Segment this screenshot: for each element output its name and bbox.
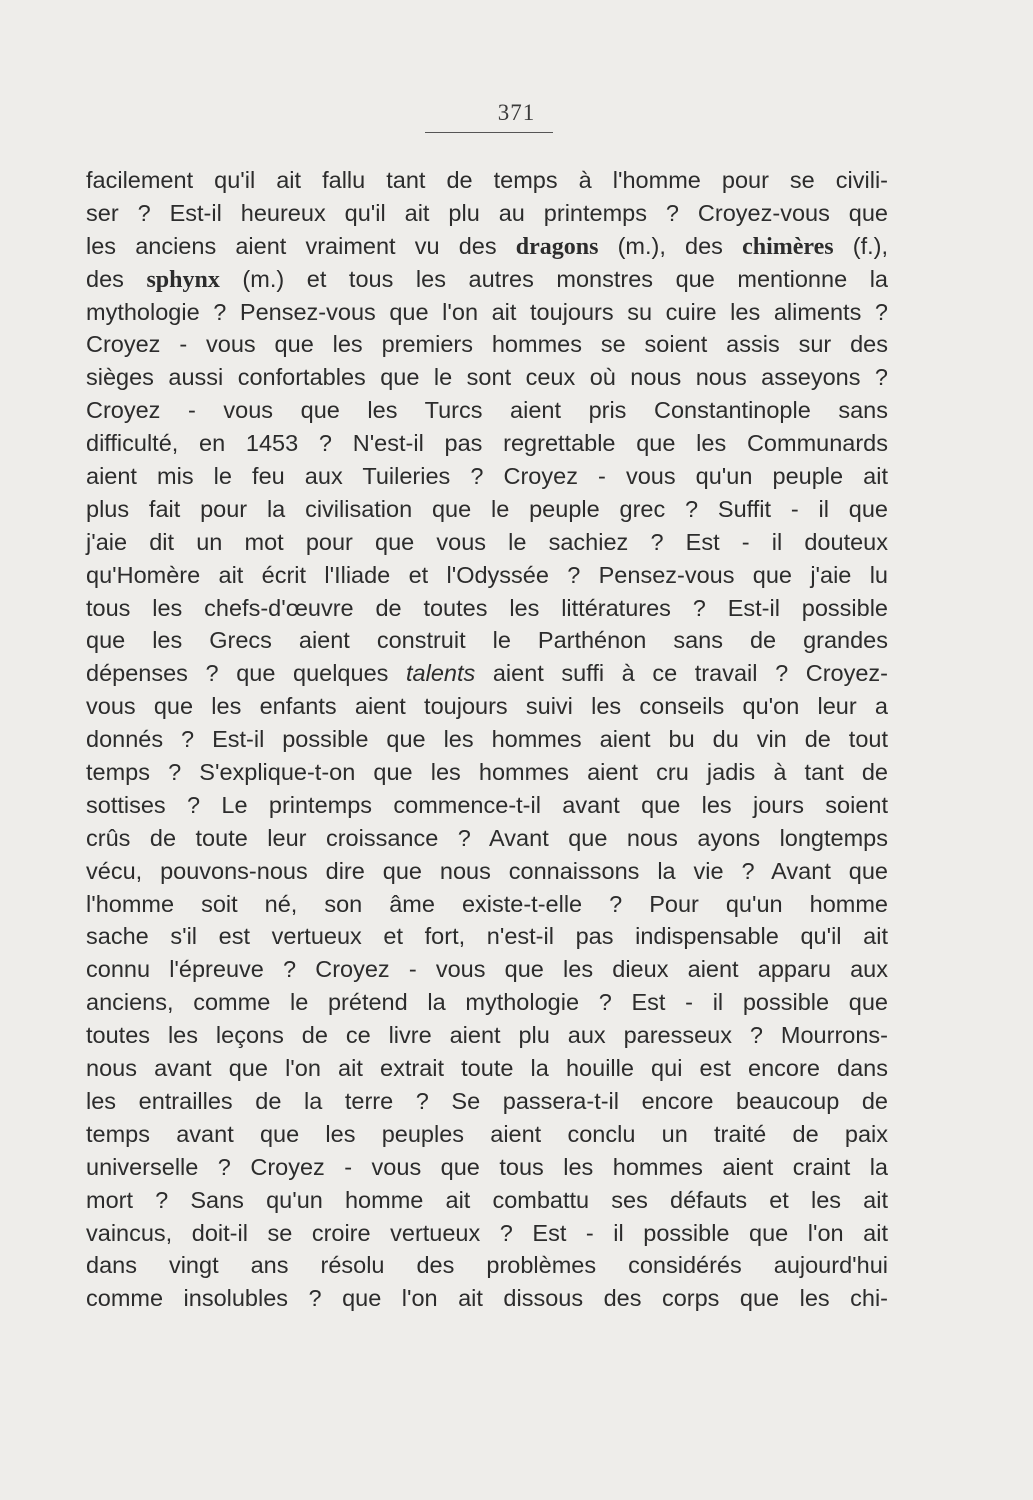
text-run: vous que les enfants aient toujours suivi les conseils qu'on leur a [86, 693, 888, 720]
text-line [86, 1249, 888, 1282]
body-text [86, 164, 888, 1315]
text-run: temps ? S'explique-t-on que les hommes aient cru jadis à tant de [86, 759, 888, 786]
text-line [86, 427, 888, 460]
text-run: (m.), des [598, 232, 743, 259]
text-line [86, 460, 888, 493]
text-line [86, 657, 888, 690]
text-line [86, 197, 888, 230]
text-line [86, 624, 888, 657]
text-run: sièges aussi confortables que le sont ceux où nous nous asseyons ? [86, 364, 888, 391]
text-line [86, 855, 888, 888]
text-run: j'aie dit un mot pour que vous le sachiez ? Est - il douteux [86, 528, 888, 555]
text-run: universelle ? Croyez - vous que tous les hommes aient craint la [86, 1153, 888, 1180]
text-run: ser ? Est-il heureux qu'il ait plu au printemps ? Croyez-vous que [86, 199, 888, 226]
text-run: que les Grecs aient construit le Parthénon sans de grandes [86, 627, 888, 654]
text-line [86, 559, 888, 592]
text-line [86, 296, 888, 329]
text-run: temps avant que les peuples aient conclu un traité de paix [86, 1120, 888, 1147]
text-run: tous les chefs-d'œuvre de toutes les littératures ? Est-il possible [86, 594, 888, 621]
text-run: les anciens aient vraiment vu des [86, 232, 516, 259]
italic-term: talents [406, 660, 476, 687]
text-line [86, 789, 888, 822]
text-run: des [86, 265, 147, 292]
text-line [86, 1019, 888, 1052]
page-number: 371 [497, 100, 536, 125]
text-line [86, 328, 888, 361]
text-line [86, 1282, 888, 1315]
text-run: difficulté, en 1453 ? N'est-il pas regrettable que les Communards [86, 430, 888, 457]
text-line [86, 1151, 888, 1184]
text-line [86, 1184, 888, 1217]
text-run: sottises ? Le printemps commence-t-il avant que les jours soient [86, 791, 888, 818]
text-line [86, 526, 888, 559]
text-run: Croyez - vous que les Turcs aient pris Constantinople sans [86, 397, 888, 424]
bold-term: dragons [515, 233, 599, 260]
text-line [86, 164, 888, 197]
text-line [86, 493, 888, 526]
text-run: mythologie ? Pensez-vous que l'on ait toujours su cuire les aliments ? [86, 298, 888, 325]
text-line [86, 986, 888, 1019]
text-line [86, 953, 888, 986]
header-rule [425, 132, 553, 133]
bold-term: chimères [742, 233, 834, 260]
text-line [86, 822, 888, 855]
text-run: comme insolubles ? que l'on ait dissous des corps que les chi- [86, 1285, 888, 1312]
text-line [86, 230, 888, 263]
text-run: aient suffi à ce travail ? Croyez- [475, 660, 888, 687]
text-line [86, 1085, 888, 1118]
text-line [86, 1217, 888, 1250]
text-run: l'homme soit né, son âme existe-t-elle ? Pour qu'un homme [86, 890, 888, 917]
text-run: mort ? Sans qu'un homme ait combattu ses défauts et les ait [86, 1186, 888, 1213]
text-run: les entrailles de la terre ? Se passera-t-il encore beaucoup de [86, 1087, 888, 1114]
text-run: anciens, comme le prétend la mythologie ? Est - il possible que [86, 989, 888, 1016]
text-run: (m.) et tous les autres monstres que mentionne la [219, 265, 888, 292]
text-line [86, 756, 888, 789]
text-run: connu l'épreuve ? Croyez - vous que les dieux aient apparu aux [86, 956, 888, 983]
text-line [86, 920, 888, 953]
text-line [86, 888, 888, 921]
text-line [86, 263, 888, 296]
bold-term: sphynx [146, 266, 220, 293]
text-run: Croyez - vous que les premiers hommes se soient assis sur des [86, 331, 888, 358]
text-line [86, 723, 888, 756]
text-run: toutes les leçons de ce livre aient plu aux paresseux ? Mourrons- [86, 1022, 888, 1049]
text-run: aient mis le feu aux Tuileries ? Croyez - vous qu'un peuple ait [86, 463, 888, 490]
text-run: plus fait pour la civilisation que le peuple grec ? Suffit - il que [86, 495, 888, 522]
text-line [86, 690, 888, 723]
text-run: qu'Homère ait écrit l'Iliade et l'Odyssée ? Pensez-vous que j'aie lu [86, 561, 888, 588]
text-run: crûs de toute leur croissance ? Avant que nous ayons longtemps [86, 824, 888, 851]
text-run: vaincus, doit-il se croire vertueux ? Est - il possible que l'on ait [86, 1219, 888, 1246]
text-line [86, 1118, 888, 1151]
text-run: dans vingt ans résolu des problèmes considérés aujourd'hui [86, 1252, 888, 1279]
text-run: (f.), [833, 232, 888, 259]
text-run: vécu, pouvons-nous dire que nous connaissons la vie ? Avant que [86, 857, 888, 884]
text-run: dépenses ? que quelques [86, 660, 406, 687]
text-line [86, 361, 888, 394]
text-run: nous avant que l'on ait extrait toute la houille qui est encore dans [86, 1055, 888, 1082]
text-line [86, 1052, 888, 1085]
text-run: sache s'il est vertueux et fort, n'est-il pas indispensable qu'il ait [86, 923, 888, 950]
text-line [86, 592, 888, 625]
text-run: donnés ? Est-il possible que les hommes aient bu du vin de tout [86, 726, 888, 753]
text-run: facilement qu'il ait fallu tant de temps à l'homme pour se civili- [86, 167, 888, 193]
text-line [86, 394, 888, 427]
